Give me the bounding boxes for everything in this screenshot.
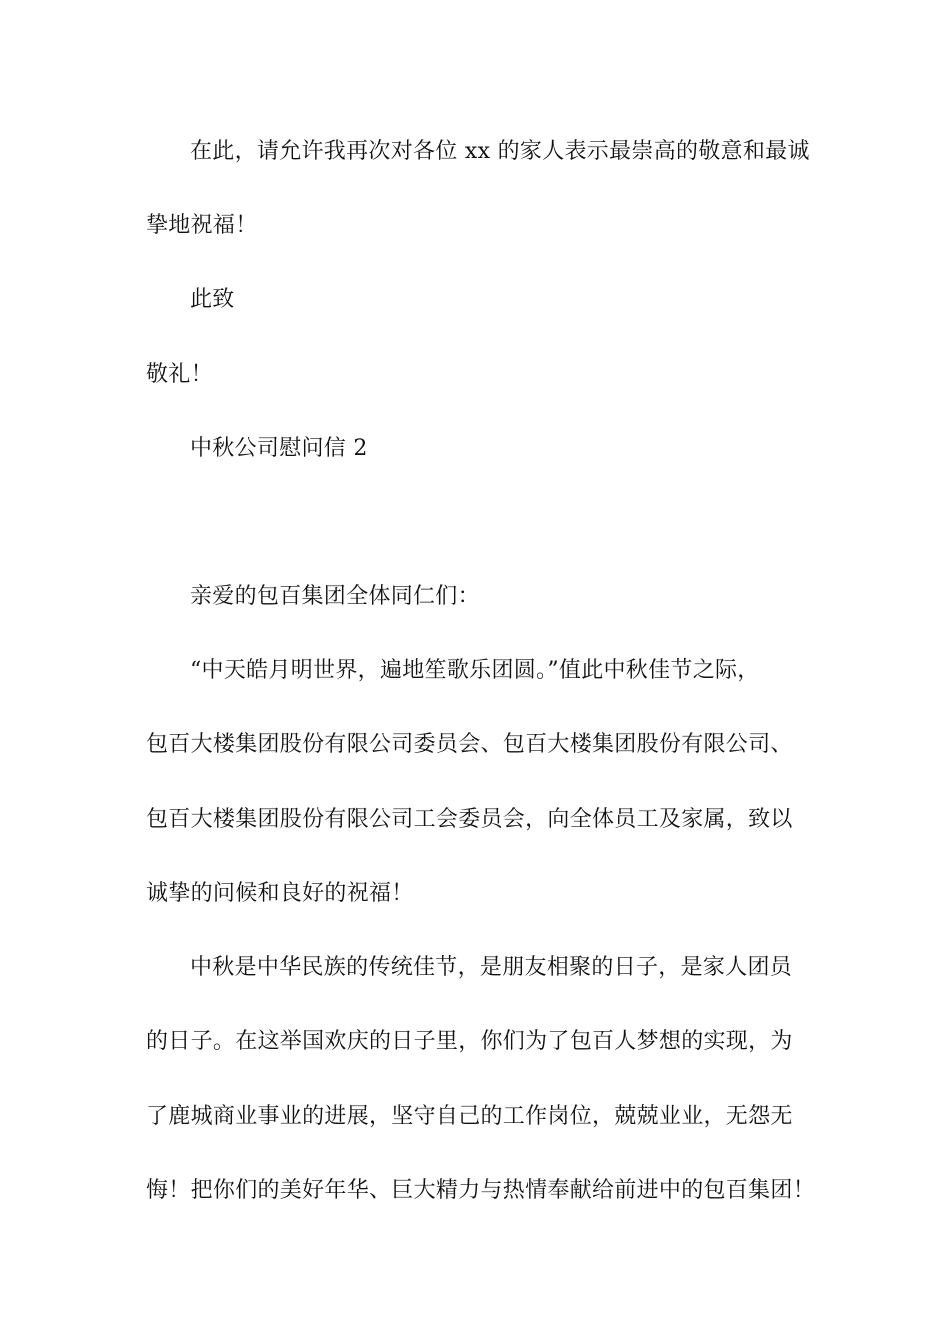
- paragraph-line: 了鹿城商业事业的进展，坚守自己的工作岗位，兢兢业业，无怨无: [146, 1104, 793, 1129]
- paragraph-line: 中秋是中华民族的传统佳节，是朋友相聚的日子，是家人团员: [190, 955, 793, 980]
- paragraph-line: 包百大楼集团股份有限公司工会委员会，向全体员工及家属，致以: [146, 807, 793, 832]
- paragraph-line: 的日子。在这举国欢庆的日子里，你们为了包百人梦想的实现，为: [146, 1029, 793, 1054]
- paragraph-line: 挚地祝福！: [146, 213, 258, 238]
- paragraph-line: 悔！把你们的美好年华、巨大精力与热情奉献给前进中的包百集团！: [146, 1178, 816, 1203]
- section-title: 中秋公司慰问信 2: [190, 436, 368, 461]
- paragraph-line: “中天皓月明世界，遍地笙歌乐团圆。”值此中秋佳节之际，: [190, 658, 760, 683]
- closing-salutation: 敬礼！: [146, 362, 213, 387]
- paragraph-line: 诚挚的问候和良好的祝福！: [146, 881, 414, 906]
- paragraph-line: 包百大楼集团股份有限公司委员会、包百大楼集团股份有限公司、: [146, 732, 793, 757]
- closing-phrase: 此致: [190, 287, 235, 312]
- letter-salutation: 亲爱的包百集团全体同仁们：: [190, 584, 480, 609]
- paragraph-line: 在此，请允许我再次对各位 xx 的家人表示最崇高的敬意和最诚: [190, 139, 810, 164]
